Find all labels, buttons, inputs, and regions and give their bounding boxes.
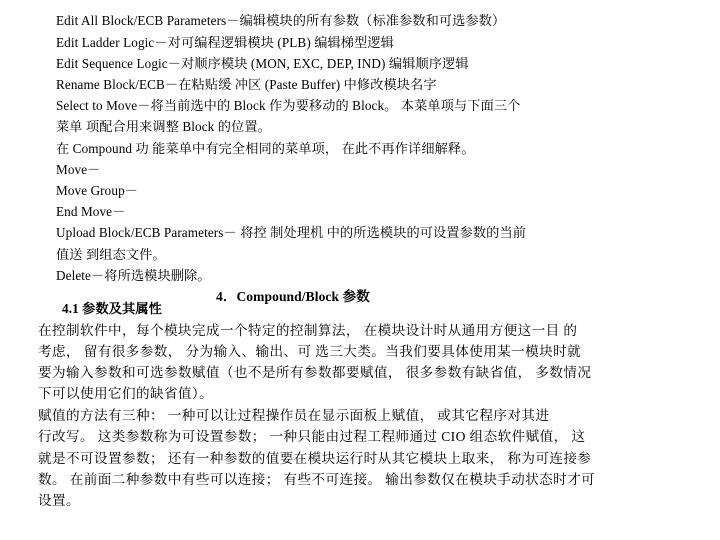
menu-item-edit-sequence-logic: Edit Sequence Logic－对顺序模块 (MON, EXC, DEP, IND) 编辑顺序逻辑 [56, 56, 469, 71]
paragraph-2-line-5: 设置。 [38, 493, 80, 508]
menu-item-edit-all-block-parameters: Edit All Block/ECB Parameters－编辑模块的所有参数（标准参数和可选参数） [56, 13, 506, 28]
menu-item-rename-block: Rename Block/ECB－在粘贴缓 冲区 (Paste Buffer) 中修改模块名字 [56, 77, 437, 92]
menu-item-end-move: End Move－ [56, 204, 126, 219]
menu-item-edit-ladder-logic: Edit Ladder Logic－对可编程逻辑模块 (PLB) 编辑梯型逻辑 [56, 35, 394, 50]
paragraph-1-line-1: 在控制软件中，每个模块完成一个特定的控制算法， 在模块设计时从通用方便这一目 的 [38, 323, 578, 338]
paragraph-2-line-4: 数。 在前面二种参数中有些可以连接； 有些不可连接。 输出参数仅在模块手动状态时才可 [38, 472, 596, 487]
section-heading: 4．Compound/Block 参数 [216, 289, 370, 304]
menu-item-move-group: Move Group－ [56, 183, 139, 198]
compound-menu-note: 在 Compound 功 能菜单中有完全相同的菜单项， 在此不再作详细解释。 [56, 141, 475, 156]
paragraph-2-line-2: 行改写。 这类参数称为可设置参数； 一种只能由过程工程师通过 CIO 组态软件赋值， 这 [38, 429, 586, 444]
paragraph-2-line-3: 就是不可设置参数； 还有一种参数的值要在模块运行时从其它模块上取来， 称为可连接参 [38, 451, 592, 466]
paragraph-1-line-3: 要为输入参数和可选参数赋值（也不是所有参数都要赋值， 很多参数有缺省值， 多数情况 [38, 365, 592, 380]
menu-item-delete: Delete－将所选模块删除。 [56, 268, 211, 283]
paragraph-1-line-4: 下可以使用它们的缺省值）。 [38, 386, 214, 401]
menu-item-move: Move－ [56, 162, 101, 177]
menu-item-upload-block-parameters-continued: 值送 到组态文件。 [56, 247, 166, 262]
paragraph-2-line-1: 赋值的方法有三种： 一种可以让过程操作员在显示面板上赋值， 或其它程序对其进 [38, 408, 550, 423]
subsection-heading: 4.1 参数及其属性 [62, 301, 162, 316]
menu-item-upload-block-parameters: Upload Block/ECB Parameters－ 将控 制处理机 中的所选模块的可设置参数的当前 [56, 225, 527, 240]
menu-item-select-to-move-continued: 菜单 项配合用来调整 Block 的位置。 [56, 119, 271, 134]
menu-item-select-to-move: Select to Move－将当前选中的 Block 作为要移动的 Block。 本菜单项与下面三个 [56, 98, 521, 113]
paragraph-1-line-2: 考虑， 留有很多参数， 分为输入、输出、可 选三大类。当我们要具体使用某一模块时就 [38, 344, 582, 359]
